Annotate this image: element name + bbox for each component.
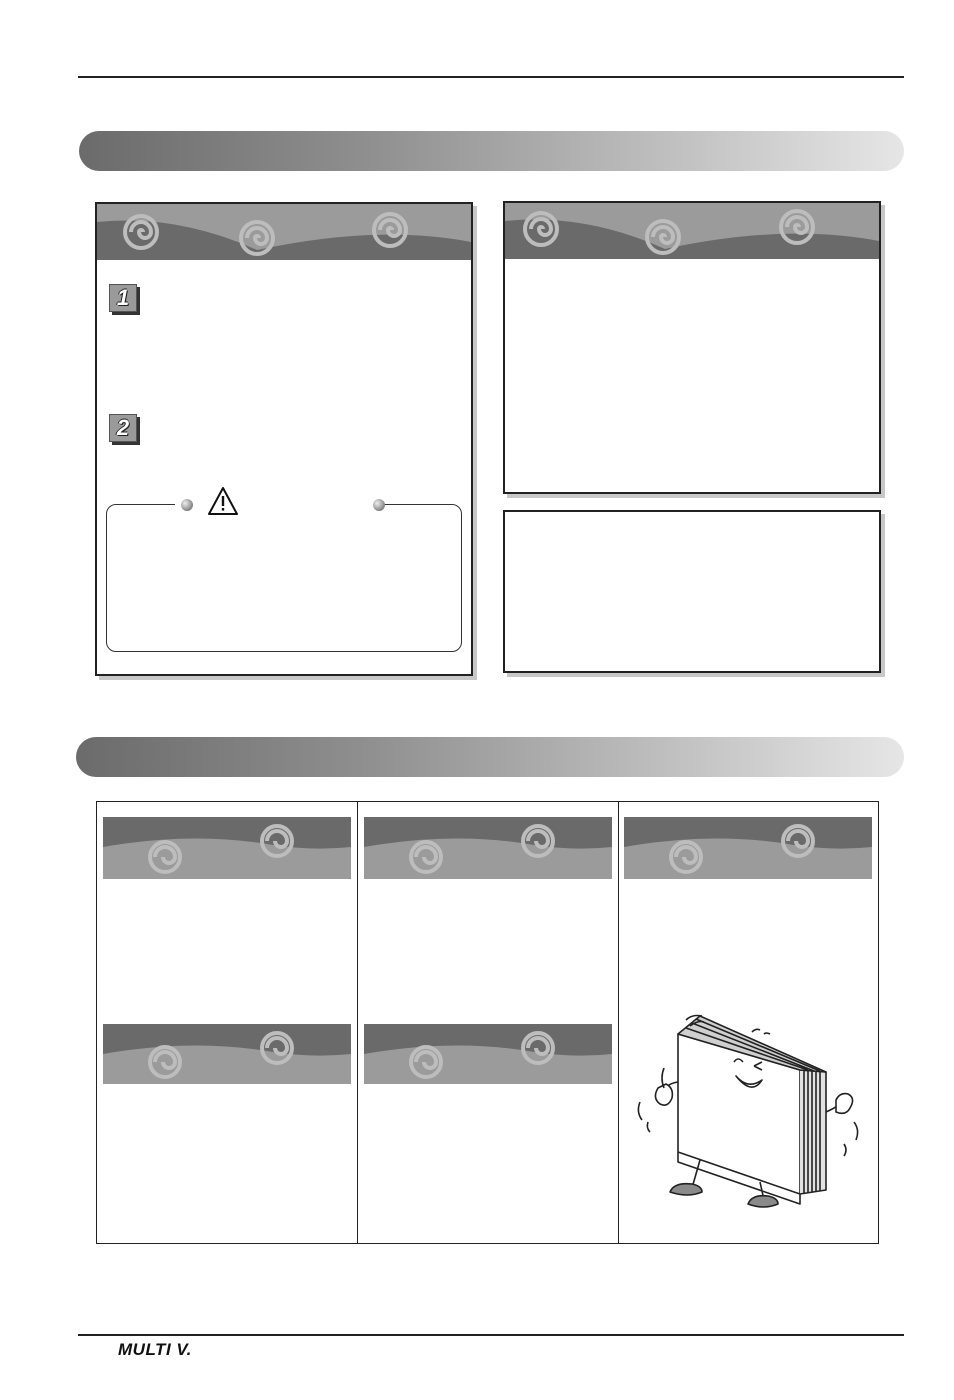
note-panel xyxy=(503,510,881,673)
tip-header-3 xyxy=(624,817,872,879)
caution-dot-right xyxy=(373,499,385,511)
swirl-icon xyxy=(103,1024,351,1084)
top-rule xyxy=(78,76,904,78)
swirl-icon xyxy=(505,203,879,259)
step-number-1: 1 xyxy=(109,284,137,312)
section-band-1 xyxy=(79,131,904,171)
step-number-2: 2 xyxy=(109,414,137,442)
swirl-icon xyxy=(364,817,612,879)
instructions-panel xyxy=(95,202,473,676)
section-band-2 xyxy=(76,737,904,777)
swirl-icon xyxy=(97,204,471,260)
tip-header-1 xyxy=(103,817,351,879)
swirl-icon xyxy=(364,1024,612,1084)
panel-header xyxy=(505,203,879,259)
tip-header-2 xyxy=(364,817,612,879)
tip-header-4 xyxy=(103,1024,351,1084)
bottom-rule xyxy=(78,1334,904,1336)
tip-header-5 xyxy=(364,1024,612,1084)
warning-triangle-icon xyxy=(207,486,239,516)
panel-header xyxy=(97,204,471,260)
swirl-icon xyxy=(103,817,351,879)
caution-dot-left xyxy=(181,499,193,511)
air-filter-mascot-illustration xyxy=(630,1012,870,1212)
info-panel xyxy=(503,201,881,494)
swirl-icon xyxy=(624,817,872,879)
brand-logo: MULTI V. xyxy=(118,1340,192,1359)
caution-box xyxy=(106,504,462,652)
